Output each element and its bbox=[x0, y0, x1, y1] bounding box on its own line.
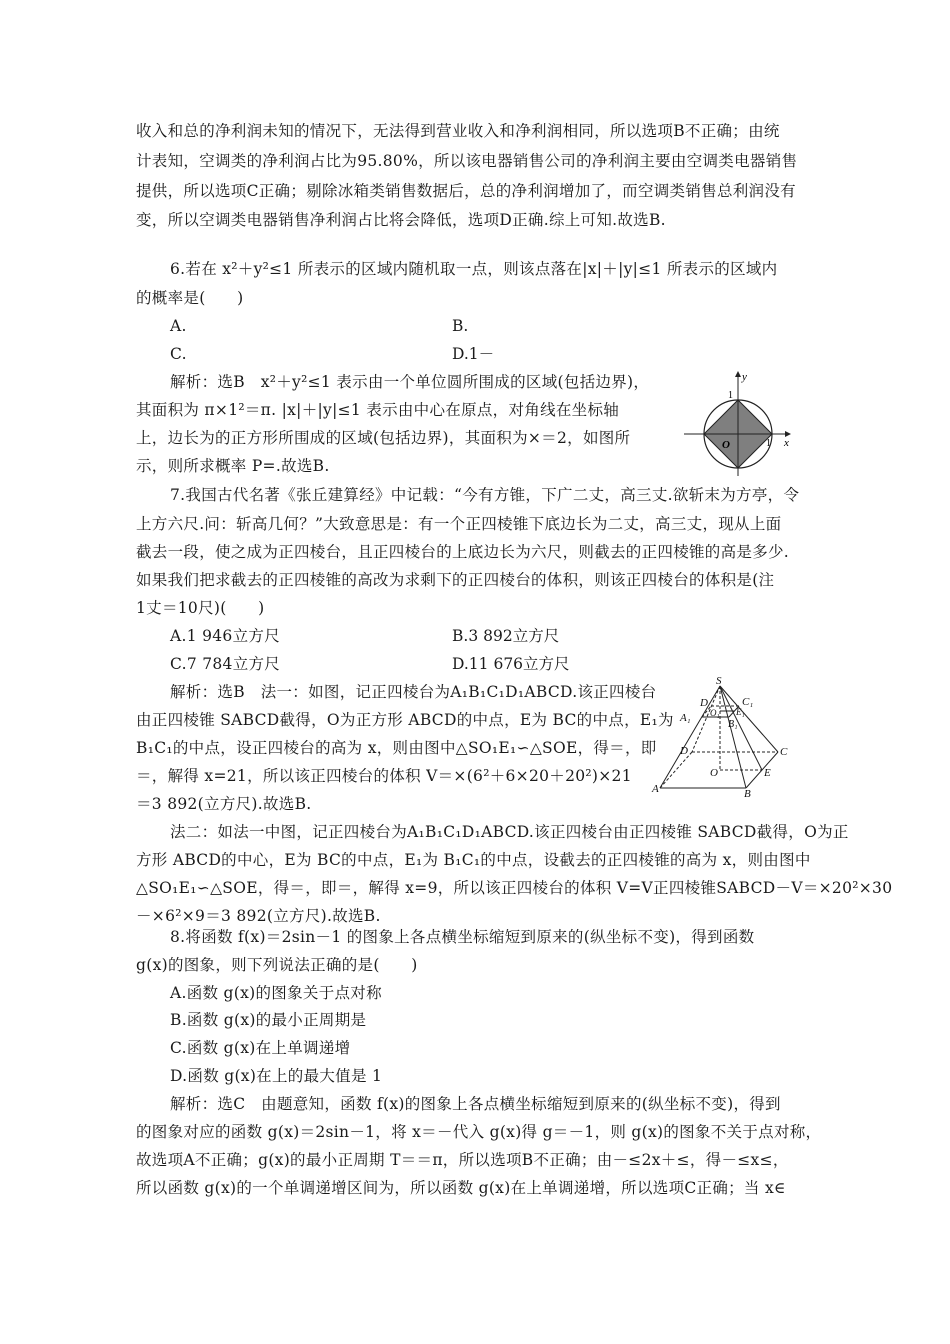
q8-solution-line-3: 故选项A不正确；g(x)的最小正周期 T＝＝π，所以选项B不正确；由－≤2x＋≤，得－≤x≤， bbox=[136, 1151, 789, 1169]
q7-solution-line-8: △SO₁E₁∽△SOE，得＝，即＝，解得 x=9，所以该正四棱台的体积 V=V正四棱锥SABCD－V＝×20²×30 bbox=[136, 879, 893, 897]
label-O1: O₁ bbox=[710, 708, 720, 718]
q6-option-a: A. bbox=[170, 317, 187, 335]
intro-line-1: 收入和总的净利润未知的情况下，无法得到营业收入和净利润相同，所以选项B不正确；由统 bbox=[136, 122, 780, 140]
q7-stem-line-5: 1丈＝10尺)( ) bbox=[136, 599, 265, 617]
q7-solution-line-6: 法二：如法一中图，记正四棱台为A₁B₁C₁D₁ABCD.该正四棱台由正四棱锥 SABCD截得，O为正 bbox=[170, 823, 849, 841]
label-C1: C₁ bbox=[742, 696, 754, 708]
q8-option-a: A.函数 g(x)的图象关于点对称 bbox=[170, 984, 382, 1002]
label-A1: A₁ bbox=[680, 712, 691, 724]
q7-stem-line-3: 截去一段，使之成为正四棱台，且正四棱台的上底边长为六尺，则截去的正四棱锥的高是多少. bbox=[136, 543, 790, 561]
label-D1: D bbox=[700, 697, 708, 709]
q7-solution-line-4: ＝，解得 x=21，所以该正四棱台的体积 V＝×(6²＋6×20＋20²)×21 bbox=[136, 767, 632, 785]
q7-stem-line-1: 7.我国古代名著《张丘建算经》中记载：“今有方锥，下广二丈，高三丈.欲斩末为方亭，令 bbox=[170, 486, 800, 504]
y-axis-label: y bbox=[742, 371, 747, 383]
intro-line-4: 变，所以空调类电器销售净利润占比将会降低，选项D正确.综上可知.故选B. bbox=[136, 211, 666, 229]
intro-line-2: 计表知，空调类的净利润占比为95.80%，所以该电器销售公司的净利润主要由空调类电器销售 bbox=[136, 152, 798, 170]
label-D: D bbox=[680, 745, 688, 757]
q7-option-b: B.3 892立方尺 bbox=[452, 627, 560, 645]
q6-solution-line-2: 其面积为 π×1²＝π. |x|＋|y|≤1 表示由中心在原点，对角线在坐标轴 bbox=[136, 401, 620, 419]
q7-solution-line-2: 由正四棱锥 SABCD截得，O为正方形 ABCD的中点，E为 BC的中点，E₁为 bbox=[136, 711, 674, 729]
label-O: O bbox=[710, 767, 718, 779]
q6-stem-line-2: 的概率是( ) bbox=[136, 289, 244, 307]
q8-solution-line-2: 的图象对应的函数 g(x)＝2sin－1，将 x＝－代入 g(x)得 g＝－1，则 g(x)的图象不关于点对称， bbox=[136, 1123, 822, 1141]
q8-option-b: B.函数 g(x)的最小正周期是 bbox=[170, 1011, 367, 1029]
label-B1: B₁ bbox=[728, 719, 738, 730]
origin-label: O bbox=[722, 439, 730, 451]
q8-solution-line-4: 所以函数 g(x)的一个单调递增区间为，所以函数 g(x)在上单调递增，所以选项C正确；当 x∈ bbox=[136, 1179, 786, 1197]
q8-option-d: D.函数 g(x)在上的最大值是 1 bbox=[170, 1067, 383, 1085]
circle-square-figure bbox=[678, 368, 798, 480]
q7-option-d: D.11 676立方尺 bbox=[452, 655, 570, 673]
q8-solution-line-1: 解析：选C 由题意知，函数 f(x)的图象上各点横坐标缩短到原来的(纵坐标不变)，得到 bbox=[170, 1095, 781, 1113]
q7-solution-line-1: 解析：选B 法一：如图，记正四棱台为A₁B₁C₁D₁ABCD.该正四棱台 bbox=[170, 683, 657, 701]
q6-option-d: D.1－ bbox=[452, 345, 495, 363]
pyramid-frustum-figure bbox=[648, 676, 798, 798]
q6-solution-line-3: 上，边长为的正方形所围成的区域(包括边界)，其面积为×＝2，如图所 bbox=[136, 429, 631, 447]
q6-option-b: B. bbox=[452, 317, 469, 335]
q7-option-c: C.7 784立方尺 bbox=[170, 655, 281, 673]
label-B: B bbox=[744, 788, 751, 798]
q7-solution-line-7: 方形 ABCD的中心，E为 BC的中点，E₁为 B₁C₁的中点，设截去的正四棱锥的高为 x，则由图中 bbox=[136, 851, 811, 869]
q6-solution-line-4: 示，则所求概率 P=.故选B. bbox=[136, 457, 330, 475]
q8-option-c: C.函数 g(x)在上单调递增 bbox=[170, 1039, 351, 1057]
label-C: C bbox=[780, 746, 788, 758]
q7-solution-line-3: B₁C₁的中点，设正四棱台的高为 x，则由图中△SO₁E₁∽△SOE，得＝，即 bbox=[136, 739, 657, 757]
y-tick-one: 1 bbox=[728, 390, 733, 401]
intro-line-3: 提供，所以选项C正确；剔除冰箱类销售数据后，总的净利润增加了，而空调类销售总利润没有 bbox=[136, 182, 796, 200]
q7-solution-line-5: ＝3 892(立方尺).故选B. bbox=[136, 795, 312, 813]
label-E: E bbox=[764, 767, 771, 779]
label-E1: E₁ bbox=[736, 707, 745, 717]
q6-option-c: C. bbox=[170, 345, 187, 363]
q7-stem-line-2: 上方六尺.问：斩高几何？”大致意思是：有一个正四棱锥下底边长为二丈，高三丈，现从上面 bbox=[136, 515, 782, 533]
q7-solution-line-9: －×6²×9＝3 892(立方尺).故选B. bbox=[136, 907, 381, 925]
q8-stem-line-2: g(x)的图象，则下列说法正确的是( ) bbox=[136, 956, 418, 974]
q7-stem-line-4: 如果我们把求截去的正四棱锥的高改为求剩下的正四棱台的体积，则该正四棱台的体积是(注 bbox=[136, 571, 775, 589]
x-tick-one: 1 bbox=[766, 438, 771, 449]
label-S: S bbox=[716, 676, 722, 687]
q8-stem-line-1: 8.将函数 f(x)＝2sin－1 的图象上各点横坐标缩短到原来的(纵坐标不变)，得到函数 bbox=[170, 928, 755, 946]
label-A: A bbox=[652, 783, 659, 795]
q6-stem-line-1: 6.若在 x²＋y²≤1 所表示的区域内随机取一点，则该点落在|x|＋|y|≤1 所表示的区域内 bbox=[170, 260, 778, 278]
x-axis-label: x bbox=[784, 437, 789, 449]
q6-solution-line-1: 解析：选B x²＋y²≤1 表示由一个单位圆所围成的区域(包括边界)， bbox=[170, 373, 650, 391]
q7-option-a: A.1 946立方尺 bbox=[170, 627, 280, 645]
